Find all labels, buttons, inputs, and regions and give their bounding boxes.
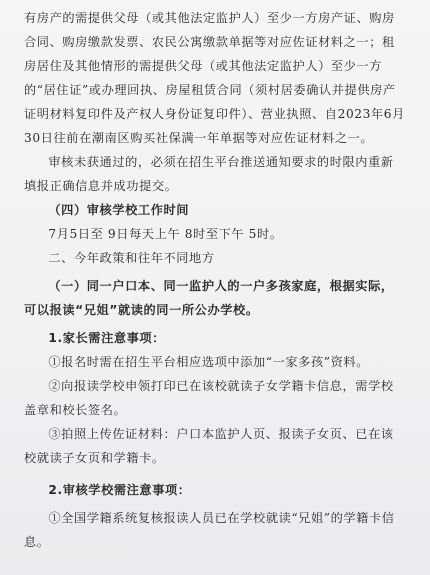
parent-note-2: ②向报读学校申领打印已在该校就读子女学籍卡信息，需学校盖章和校长签名。 <box>24 379 394 417</box>
heading-parent-notes: 1.家长需注意事项： <box>48 331 166 345</box>
parent-note-3: ③拍照上传佐证材料：户口本监护人页、报读子女页、已在该校就读子女页和学籍卡。 <box>24 427 394 465</box>
school-note-1: ①全国学籍系统复核报读人员已在学校就读“兄姐”的学籍卡信息。 <box>24 511 395 549</box>
document-body <box>24 6 406 554</box>
heading-multi-child: （一）同一户口本、同一监护人的一户多孩家庭，根据实际，可以报读“兄姐”就读的同一所公办学校。 <box>24 279 394 317</box>
heading-policy-changes: 二、今年政策和往年不同地方 <box>48 251 215 265</box>
paragraph-proof-materials: 有房产的需提供父母（或其他法定监护人）至少一方房产证、购房合同、购房缴款发票、农民公寓缴款单据等对应佐证材料之一；租房居住及其他情形的需提供父母（或其他法定监护人）至少一方的“居住证”或办理回执、房屋租赁合同（须村居委确认并提供房产证明材料复印件及产权人身份证复印件）、营业执照、自2023年6月30日往前在潮南区购买社保满一年单据等对应佐证材料之一。 <box>24 11 405 145</box>
paragraph-review-failed: 审核未获通过的，必须在招生平台推送通知要求的时限内重新填报正确信息并成功提交。 <box>24 155 394 193</box>
heading-school-notes: 2.审核学校需注意事项： <box>48 483 191 497</box>
heading-review-time: （四）审核学校工作时间 <box>48 203 190 217</box>
paragraph-review-time: 7月5日至 9日每天上午 8时至下午 5时。 <box>48 227 283 241</box>
parent-note-1: ①报名时需在招生平台相应选项中添加“一家多孩”资料。 <box>48 355 369 369</box>
